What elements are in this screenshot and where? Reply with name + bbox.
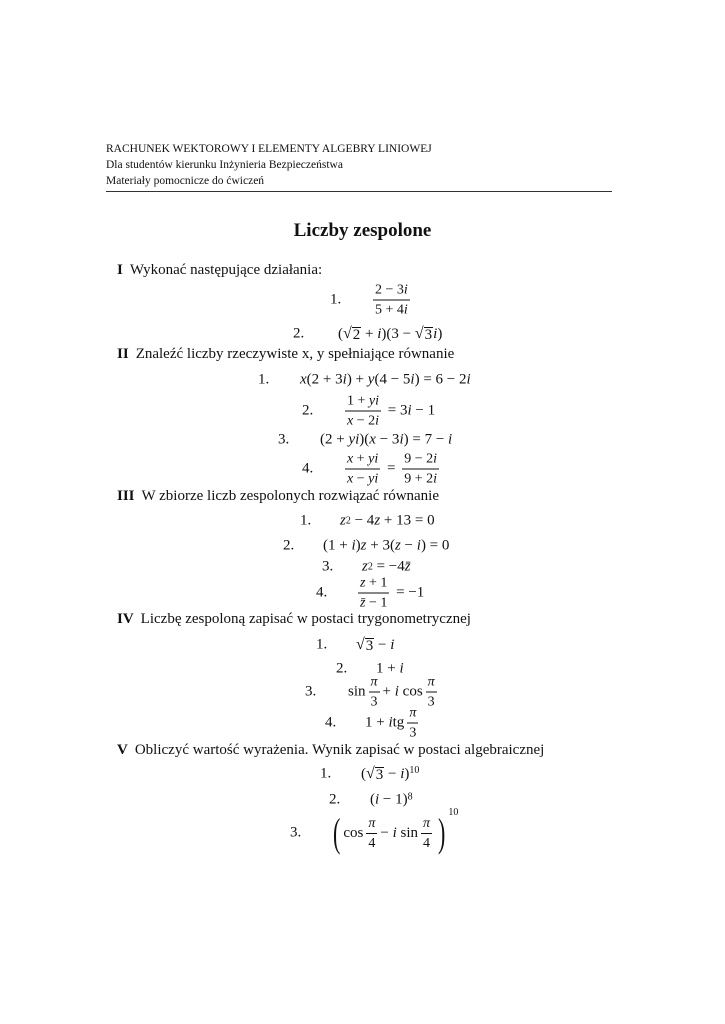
item-number: 3. bbox=[305, 683, 317, 700]
item-number: 1. bbox=[330, 291, 342, 308]
math-expression: (2 + yi )( x − 3 i ) = 7 − i bbox=[320, 431, 453, 448]
item-number: 1. bbox=[258, 371, 270, 388]
section-text: Znaleźć liczby rzeczywiste x, y spełniające równanie bbox=[135, 346, 455, 362]
math-expression: $\frac{x + yi}{x - yi}$ = $\frac{9 - 2i}{9 + 2i}$ bbox=[347, 451, 437, 487]
math-expression: 1 + i tg $\frac{\pi}{3}$ bbox=[365, 705, 417, 741]
course-subtitle: Materiały pomocnicze do ćwiczeń bbox=[106, 175, 265, 187]
section-heading-1 bbox=[117, 262, 322, 279]
math-expression: $\frac{2 - 3i}{5 + 4i}$ bbox=[375, 282, 408, 318]
item-number: 4. bbox=[316, 584, 328, 601]
item-number: 1. bbox=[300, 512, 312, 529]
math-expression: $\frac{1 + yi}{x - 2i}$ = 3 i − 1 bbox=[347, 393, 436, 429]
section-text: Liczbę zespoloną zapisać w postaci trygonometrycznej bbox=[140, 611, 471, 627]
math-expression: x (2 + 3 i ) + y (4 − 5 i ) = 6 − 2 i bbox=[300, 371, 471, 388]
math-expression: sin $\frac{\pi}{3}$ + i cos $\frac{\pi}{3}$ bbox=[348, 674, 435, 710]
course-title: RACHUNEK WEKTOROWY I ELEMENTY ALGEBRY LINIOWEJ bbox=[106, 143, 432, 155]
item-number: 2. bbox=[283, 537, 295, 554]
math-expression: $\frac{z + 1}{z̄ - 1}$ = −1 bbox=[360, 575, 425, 611]
math-expression: ( i − 1) $^8$ bbox=[370, 791, 413, 808]
header-divider bbox=[106, 191, 612, 192]
section-label: IV bbox=[117, 611, 134, 627]
item-number: 2. bbox=[329, 791, 341, 808]
math-expression: (1 + i ) z + 3( z − i ) = 0 bbox=[323, 537, 450, 554]
section-heading-2 bbox=[117, 346, 454, 363]
section-label: III bbox=[117, 488, 135, 504]
section-text: W zbiorze liczb zespolonych rozwiązać równanie bbox=[141, 488, 440, 504]
math-expression: z 2 = −4 z̄ bbox=[362, 558, 411, 575]
item-number: 4. bbox=[325, 714, 337, 731]
item-number: 1. bbox=[316, 636, 328, 653]
math-expression: ( √ 2 + i )(3 − √ 3 i ) bbox=[338, 325, 443, 343]
section-label: V bbox=[117, 742, 128, 758]
item-number: 2. bbox=[293, 325, 305, 342]
item-number: 3. bbox=[322, 558, 334, 575]
item-number: 2. bbox=[336, 660, 348, 677]
section-heading-5 bbox=[117, 742, 544, 759]
item-number: 1. bbox=[320, 765, 332, 782]
math-expression: z 2 − 4 z + 13 = 0 bbox=[340, 512, 435, 529]
math-expression: 1 + i bbox=[376, 660, 404, 677]
math-expression: √ 3 − i bbox=[356, 636, 395, 654]
item-number: 2. bbox=[302, 402, 314, 419]
section-heading-4 bbox=[117, 611, 471, 628]
math-expression: ( √ 3 − i ) $^{10}$ bbox=[361, 765, 420, 783]
item-number: 4. bbox=[302, 460, 314, 477]
math-expression: ( cos $\frac{\pi}{4}$ − i sin $\frac{\pi}{4}$ ) $^{10}$ bbox=[332, 807, 459, 855]
section-text: Wykonać następujące działania: bbox=[129, 262, 323, 278]
section-label: I bbox=[117, 262, 123, 278]
page-title: Liczby zespolone bbox=[293, 220, 432, 241]
section-heading-3 bbox=[117, 488, 439, 505]
course-audience: Dla studentów kierunku Inżynieria Bezpieczeństwa bbox=[106, 159, 343, 171]
item-number: 3. bbox=[290, 824, 302, 841]
section-label: II bbox=[117, 346, 129, 362]
course-header bbox=[106, 141, 612, 189]
item-number: 3. bbox=[278, 431, 290, 448]
section-text: Obliczyć wartość wyrażenia. Wynik zapisać w postaci algebraicznej bbox=[134, 742, 545, 758]
